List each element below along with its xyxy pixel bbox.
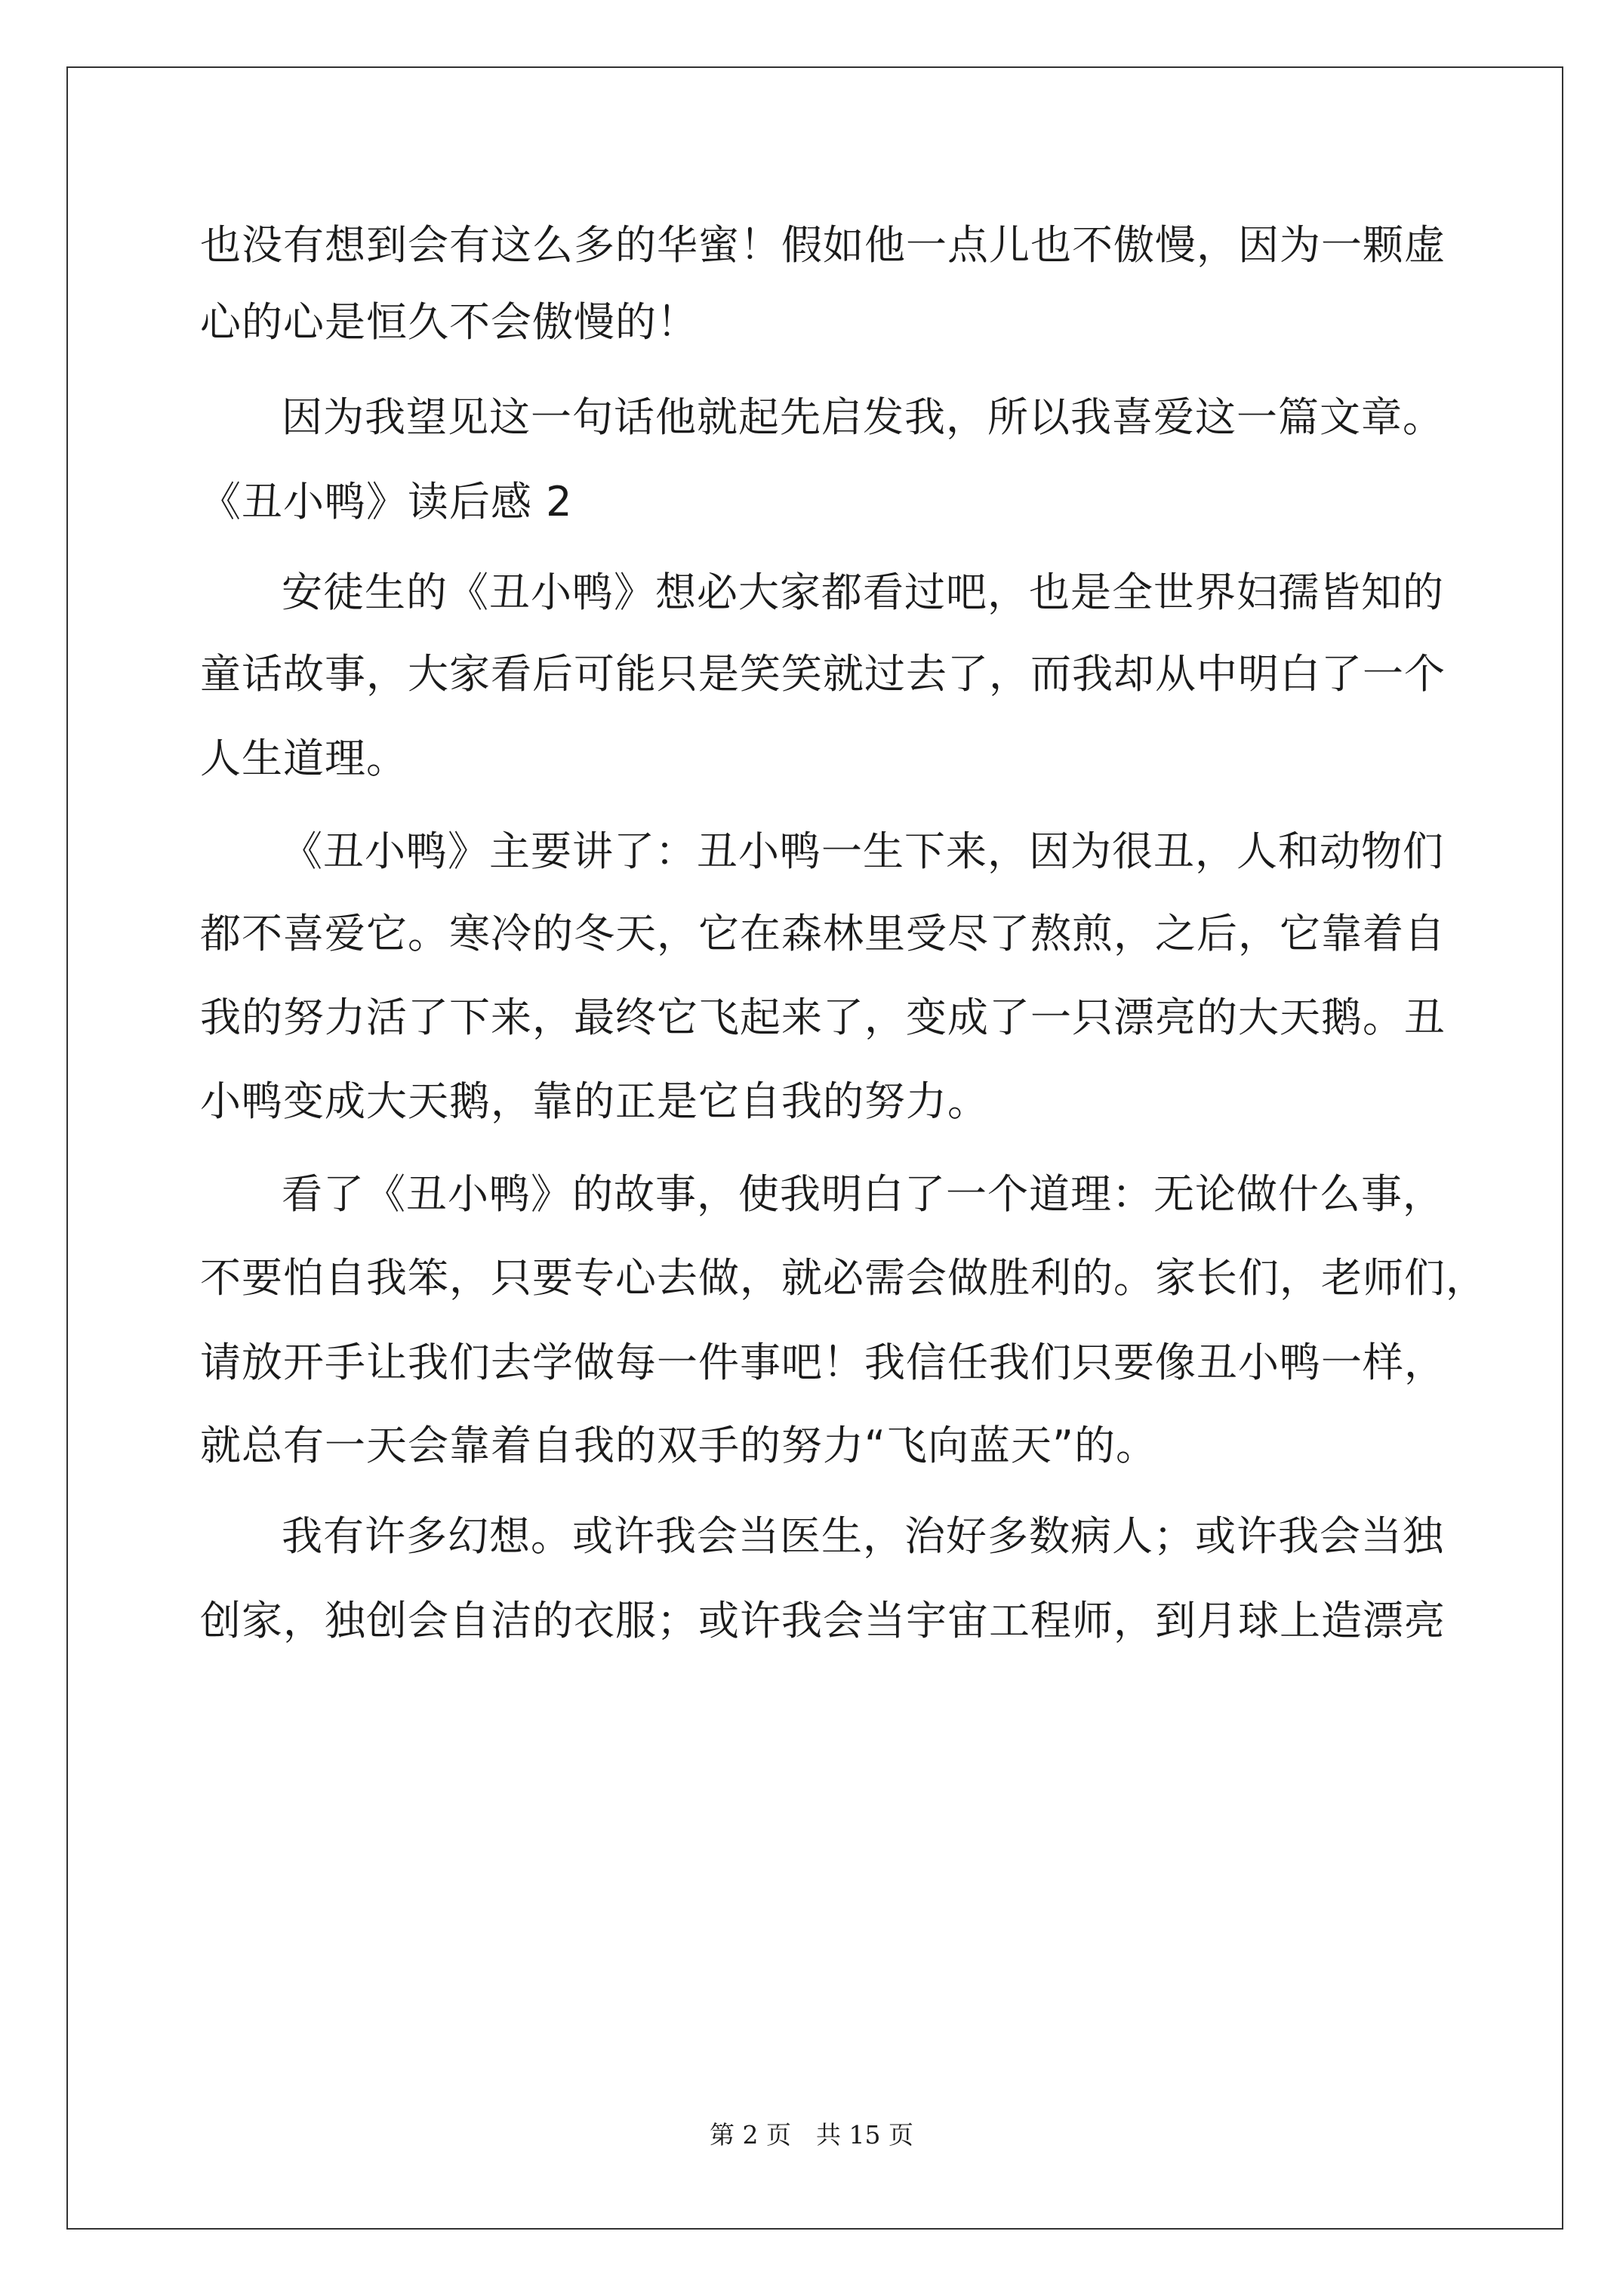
- text-line-10: 我的努力活了下来，最终它飞起来了，变成了一只漂亮的大天鹅。丑: [200, 994, 1446, 1041]
- page-number-footer: 第 2 页 共 15 页: [710, 2120, 913, 2150]
- text-line-6: 童话故事，大家看后可能只是笑笑就过去了，而我却从中明白了一个: [200, 650, 1446, 698]
- text-line-5: 安徒生的《丑小鸭》想必大家都看过吧，也是全世界妇孺皆知的: [282, 569, 1444, 616]
- text-line-8: 《丑小鸭》主要讲了：丑小鸭一生下来，因为很丑，人和动物们: [282, 827, 1444, 875]
- text-line-9: 都不喜爱它。寒冷的冬天，它在森林里受尽了熬煎，之后，它靠着自: [200, 910, 1446, 957]
- text-line-2: 心的心是恒久不会傲慢的！: [200, 298, 698, 346]
- section-heading: 《丑小鸭》读后感 2: [200, 478, 573, 525]
- text-line-12: 看了《丑小鸭》的故事，使我明白了一个道理：无论做什么事，: [282, 1170, 1444, 1218]
- text-line-3: 因为我望见这一句话他就起先启发我，所以我喜爱这一篇文章。: [282, 393, 1444, 441]
- text-line-17: 创家，独创会自洁的衣服；或许我会当宇宙工程师，到月球上造漂亮: [200, 1597, 1446, 1644]
- text-line-1: 也没有想到会有这么多的华蜜！假如他一点儿也不傲慢，因为一颗虚: [200, 221, 1446, 269]
- text-line-7: 人生道理。: [200, 735, 408, 782]
- text-line-14: 请放开手让我们去学做每一件事吧！我信任我们只要像丑小鸭一样，: [200, 1339, 1446, 1386]
- text-line-13: 不要怕自我笨，只要专心去做，就必需会做胜利的。家长们，老师们，: [200, 1254, 1487, 1302]
- text-line-11: 小鸭变成大天鹅，靠的正是它自我的努力。: [200, 1077, 989, 1125]
- text-line-16: 我有许多幻想。或许我会当医生，治好多数病人；或许我会当独: [282, 1512, 1444, 1560]
- text-line-15: 就总有一天会靠着自我的双手的努力“飞向蓝天”的。: [200, 1422, 1157, 1469]
